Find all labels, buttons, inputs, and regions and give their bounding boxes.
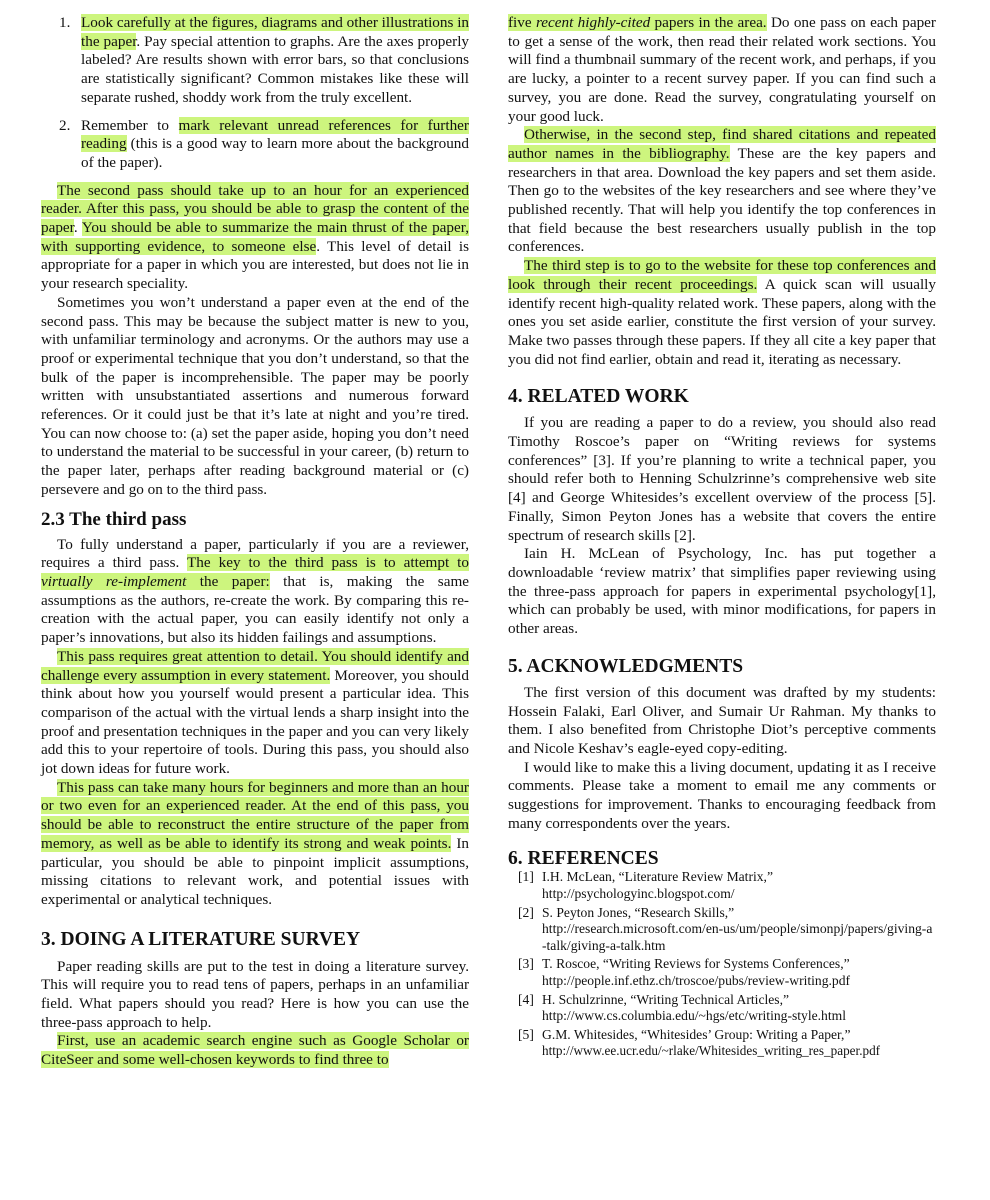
paragraph-second-pass: The second pass should take up to an hour for an experienced reader. After this pass, you should be able to grasp the content of the paper. You should be able to summarize the main thrust of the paper, with supporting evidence, to someone else. This level of detail is appropriate for a paper in which you are interested, but does not lie in your research speciality.	[41, 181, 469, 293]
left-column	[41, 14, 469, 1070]
paragraph-sometimes: Sometimes you won’t understand a paper even at the end of the second pass. This may be because the subject matter is new to you, with unfamiliar terminology and acronyms. Or the authors may use a proof or experimental technique that you don’t understand, so that the bulk of the paper is incomprehensible. The paper may be poorly written with unsubstantiated assertions and numerous forward references. Or it could just be that it’s late at night and you’re tired. You can now choose to: (a) set the paper aside, hoping you don’t need to understand the material to be successful in your career, (b) return to the paper later, perhaps after reading background material or (c) persevere and go on to the third pass.	[41, 293, 469, 498]
highlight: five recent highly-cited papers in the area.	[508, 14, 767, 31]
paragraph-first-step	[41, 1032, 469, 1069]
reference-item: [3] T. Roscoe, “Writing Reviews for Systems Conferences,” http://people.inf.ethz.ch/troscoe/pubs/review-writing.pdf	[508, 956, 936, 989]
reference-list	[508, 869, 936, 1060]
highlight: Look carefully at the figures, diagrams and other illustrations in the paper	[81, 14, 470, 50]
heading-acknowledgments: 5. ACKNOWLEDGMENTS	[508, 655, 744, 677]
highlight: The second pass should take up to an hour for an experienced reader. After this pass, you should be able to grasp the content of the paper	[41, 181, 469, 237]
highlight: First, use an academic search engine such as Google Scholar or CiteSeer and some well-chosen keywords to find three to	[41, 1032, 469, 1069]
reference-url: http://research.microsoft.com/en-us/um/people/simonpj/papers/giving-a-talk/giving-a-talk.htm	[542, 921, 933, 953]
reference-url: http://www.cs.columbia.edu/~hgs/etc/writing-style.html	[542, 1008, 846, 1024]
paragraph-related-2: Iain H. McLean of Psychology, Inc. has put together a downloadable ‘review matrix’ that simplifies paper reviewing using the three-pass approach for papers in experimental psychology[1], which can probably be used, with minor modifications, for papers in other areas.	[508, 545, 936, 638]
highlight: Otherwise, in the second step, find shared citations and repeated author names in the bibliography.	[508, 126, 936, 162]
highlight: mark relevant unread references for further reading	[81, 116, 469, 153]
heading-related-work: 4. RELATED WORK	[508, 386, 689, 408]
paragraph-hours: This pass can take many hours for beginners and more than an hour or two even for an experienced reader. At the end of this pass, you should be able to reconstruct the entire structure of the paper from memory, as well as be able to identify its strong and weak points. In particular, you should be able to pinpoint implicit assumptions, missing citations to relevant work, and potential issues with experimental or analytical techniques.	[41, 778, 469, 908]
paragraph-continued: five recent highly-cited papers in the area. Do one pass on each paper to get a sense of the work, then read their related work sections. You will find a thumbnail summary of the recent work, and perhaps, if you are lucky, a pointer to a recent survey paper. If you can find such a survey, you are done. Read the survey, congratulating yourself on your good luck.	[508, 14, 936, 125]
highlight: This pass requires great attention to detail. You should identify and challenge every assumption in every statement.	[41, 647, 469, 684]
reference-url: http://people.inf.ethz.ch/troscoe/pubs/review-writing.pdf	[542, 972, 851, 988]
reference-url: http://www.ee.ucr.edu/~rlake/Whitesides_writing_res_paper.pdf	[542, 1043, 881, 1059]
list-item: 2. Remember to mark relevant unread references for further reading (this is a good way to learn more about the background of the paper).	[59, 116, 469, 171]
paragraph-survey: Paper reading skills are put to the test in doing a literature survey. This will require you to read tens of papers, perhaps in an unfamiliar field. What papers should you read? Here is how you can use the three-pass approach to help.	[41, 957, 469, 1031]
paragraph-otherwise: Otherwise, in the second step, find shared citations and repeated author names in the bibliography. These are the key papers and researchers in that area. Download the key papers and set them aside. Then go to the websites of the key researchers and see where they’ve published recently. That will help you identify the top conferences in that field because the best researchers usually publish in the top conferences.	[508, 126, 937, 256]
paragraph-ack-2: I would like to make this a living document, updating it as I receive comments. Please take a moment to email me any comments or suggestions for improvement. Thanks to encouraging feedback from many correspondents over the years.	[508, 758, 936, 832]
right-column	[508, 14, 936, 1062]
reference-url: http://psychologyinc.blogspot.com/	[542, 886, 735, 902]
paragraph-third-step: The third step is to go to the website for these top conferences and look through their recent proceedings. A quick scan will usually identify recent high-quality related work. These papers, along with the ones you set aside earlier, constitute the first version of your survey. Make two passes through these papers. If they all cite a key paper that you did not find earlier, obtain and read it, iterating as necessary.	[508, 257, 936, 368]
reference-item: [2] S. Peyton Jones, “Research Skills,” http://research.microsoft.com/en-us/um/people/simonpj/papers/giving-a-talk/giving-a-talk.htm	[508, 905, 936, 955]
heading-references: 6. REFERENCES	[508, 848, 659, 870]
paragraph-ack-1: The first version of this document was drafted by my students: Hossein Falaki, Earl Oliver, and Sumair Ur Rahman. My thanks to them. I also benefited from Christophe Diot’s perceptive comments and Nicole Keshav’s eagle-eyed copy-editing.	[508, 683, 936, 757]
heading-third-pass: 2.3 The third pass	[41, 508, 187, 530]
paragraph-third-pass: To fully understand a paper, particularly if you are a reviewer, requires a third pass. The key to the third pass is to attempt to virtually re-implement the paper: that is, making the same assumptions as the authors, re-create the work. By comparing this re-creation with the actual paper, you can easily identify not only a paper’s innovations, but also its hidden failings and assumptions.	[41, 535, 469, 647]
reference-item: [1] I.H. McLean, “Literature Review Matrix,” http://psychologyinc.blogspot.com/	[508, 869, 936, 902]
paragraph-related-1: If you are reading a paper to do a review, you should also read Timothy Roscoe’s paper on “Writing reviews for systems conferences” [3]. If you’re planning to write a technical paper, you should refer both to Henning Schulzrinne’s comprehensive web site [4] and George Whitesides’s excellent overview of the process [5]. Finally, Simon Peyton Jones has a website that covers the entire spectrum of research skills [2].	[508, 414, 936, 544]
list-item: 1. Look carefully at the figures, diagrams and other illustrations in the paper. Pay special attention to graphs. Are the axes properly labeled? Are results shown with error bars, so that conclusions are statistically significant? Common mistakes like these will separate rushed, shoddy work from the truly excellent.	[59, 14, 470, 106]
reference-item: [5] G.M. Whitesides, “Whitesides’ Group: Writing a Paper,” http://www.ee.ucr.edu/~rlake/Whitesides_writing_res_paper.pdf	[508, 1027, 936, 1060]
highlight: This pass can take many hours for beginners and more than an hour or two even for an experienced reader. At the end of this pass, you should be able to reconstruct the entire structure of the paper from memory, as well as be able to identify its strong and weak points.	[41, 778, 469, 852]
paragraph-detail: This pass requires great attention to detail. You should identify and challenge every assumption in every statement. Moreover, you should think about how you yourself would present a particular idea. This comparison of the actual with the virtual lends a sharp insight into the proof and presentation techniques in the paper and you can very likely add this to your repertoire of tools. During this pass, you should also jot down ideas for future work.	[41, 647, 469, 778]
highlight: The third step is to go to the website for these top conferences and look through their recent proceedings.	[508, 257, 936, 293]
heading-literature-survey: 3. DOING A LITERATURE SURVEY	[41, 928, 361, 950]
highlight: You should be able to summarize the main thrust of the paper, with supporting evidence, to someone else	[41, 219, 469, 255]
reference-item: [4] H. Schulzrinne, “Writing Technical Articles,” http://www.cs.columbia.edu/~hgs/etc/writing-style.html	[508, 992, 936, 1025]
highlight: The key to the third pass is to attempt to virtually re-implement the paper:	[41, 554, 469, 590]
numbered-list	[41, 14, 469, 173]
